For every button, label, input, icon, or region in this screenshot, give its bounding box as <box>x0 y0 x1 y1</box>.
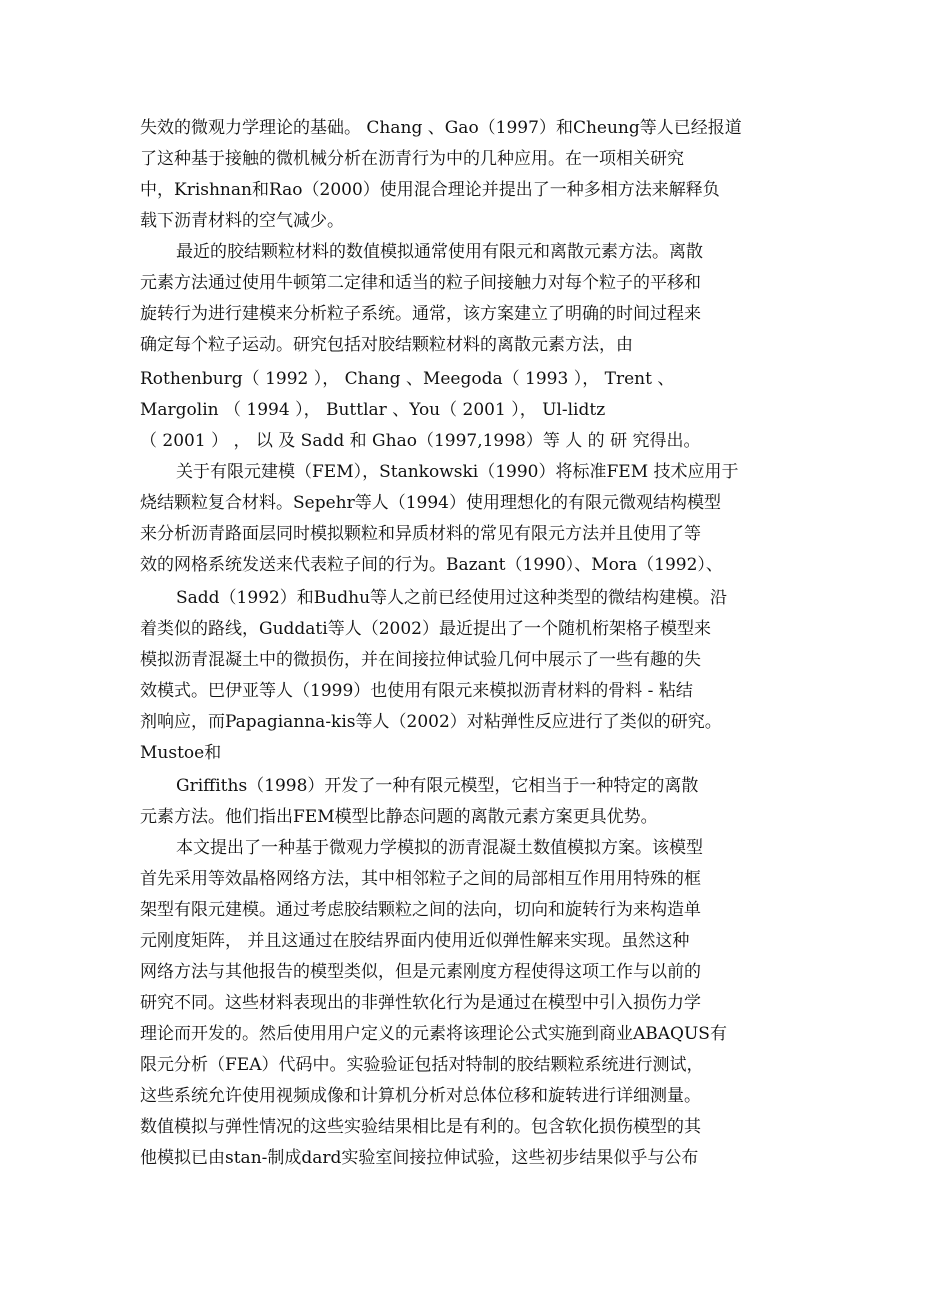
text-line: Griffiths（1998）开发了一种有限元模型，它相当于一种特定的离散 <box>176 776 699 796</box>
text-line: 中，Krishnan和Rao（2000）使用混合理论并提出了一种多相方法来解释负 <box>140 180 720 200</box>
text-line: 效模式。巴伊亚等人（1999）也使用有限元来模拟沥青材料的骨料 - 粘结 <box>140 681 693 701</box>
text-line: 烧结颗粒复合材料。Sepehr等人（1994）使用理想化的有限元微观结构模型 <box>140 493 721 513</box>
text-line: 效的网格系统发送来代表粒子间的行为。Bazant（1990）、Mora（1992）、 <box>140 555 723 575</box>
text-line: 网络方法与其他报告的模型类似，但是元素刚度方程使得这项工作与以前的 <box>140 962 701 982</box>
text-line: 限元分析（FEA）代码中。实验验证包括对特制的胶结颗粒系统进行测试， <box>140 1055 704 1075</box>
text-line: 失效的微观力学理论的基础。 Chang 、Gao（1997）和Cheung等人已经报道 <box>140 118 742 138</box>
text-line: 本文提出了一种基于微观力学模拟的沥青混凝土数值模拟方案。该模型 <box>176 838 703 858</box>
text-line: 最近的胶结颗粒材料的数值模拟通常使用有限元和离散元素方法。离散 <box>176 242 703 262</box>
text-line: 模拟沥青混凝土中的微损伤，并在间接拉伸试验几何中展示了一些有趣的失 <box>140 650 701 670</box>
text-line: 关于有限元建模（FEM），Stankowski（1990）将标准FEM 技术应用于 <box>176 462 739 482</box>
text-line: 数值模拟与弹性情况的这些实验结果相比是有利的。包含软化损伤模型的其 <box>140 1117 701 1137</box>
text-line: 理论而开发的。然后使用用户定义的元素将该理论公式实施到商业ABAQUS有 <box>140 1024 727 1044</box>
text-line: 研究不同。这些材料表现出的非弹性软化行为是通过在模型中引入损伤力学 <box>140 993 701 1013</box>
text-line: 首先采用等效晶格网络方法，其中相邻粒子之间的局部相互作用用特殊的框 <box>140 869 701 889</box>
text-line: 元素方法通过使用牛顿第二定律和适当的粒子间接触力对每个粒子的平移和 <box>140 273 701 293</box>
text-line: 确定每个粒子运动。研究包括对胶结颗粒材料的离散元素方法，由 <box>140 335 633 355</box>
text-line: 剂响应，而Papagianna-kis等人（2002）对粘弹性反应进行了类似的研究。 <box>140 712 722 732</box>
text-line: 这些系统允许使用视频成像和计算机分析对总体位移和旋转进行详细测量。 <box>140 1086 701 1106</box>
text-line: 他模拟已由stan-制成dard实验室间接拉伸试验，这些初步结果似乎与公布 <box>140 1148 699 1168</box>
text-line: （ 2001 ） ， 以 及 Sadd 和 Ghao（1997,1998）等 人 的 研 究得出。 <box>140 431 701 451</box>
text-line: 元刚度矩阵， 并且这通过在胶结界面内使用近似弹性解来实现。虽然这种 <box>140 931 690 951</box>
text-line: Mustoe和 <box>140 743 222 763</box>
text-line: 来分析沥青路面层同时模拟颗粒和异质材料的常见有限元方法并且使用了等 <box>140 524 701 544</box>
text-line: 了这种基于接触的微机械分析在沥青行为中的几种应用。在一项相关研究 <box>140 149 684 169</box>
text-line: 架型有限元建模。通过考虑胶结颗粒之间的法向，切向和旋转行为来构造单 <box>140 900 701 920</box>
text-line: 着类似的路线，Guddati等人（2002）最近提出了一个随机桁架格子模型来 <box>140 619 711 639</box>
text-line: 元素方法。他们指出FEM模型比静态问题的离散元素方案更具优势。 <box>140 807 658 827</box>
text-line: Margolin （ 1994 ）， Buttlar 、You（ 2001 ）， Ul-lidtz <box>140 400 606 420</box>
text-line: Rothenburg（ 1992 ）， Chang 、Meegoda（ 1993 ）， Trent 、 <box>140 369 675 389</box>
text-line: 旋转行为进行建模来分析粒子系统。通常，该方案建立了明确的时间过程来 <box>140 304 701 324</box>
text-line: 载下沥青材料的空气减少。 <box>140 211 344 231</box>
text-line: Sadd（1992）和Budhu等人之前已经使用过这种类型的微结构建模。沿 <box>176 588 728 608</box>
